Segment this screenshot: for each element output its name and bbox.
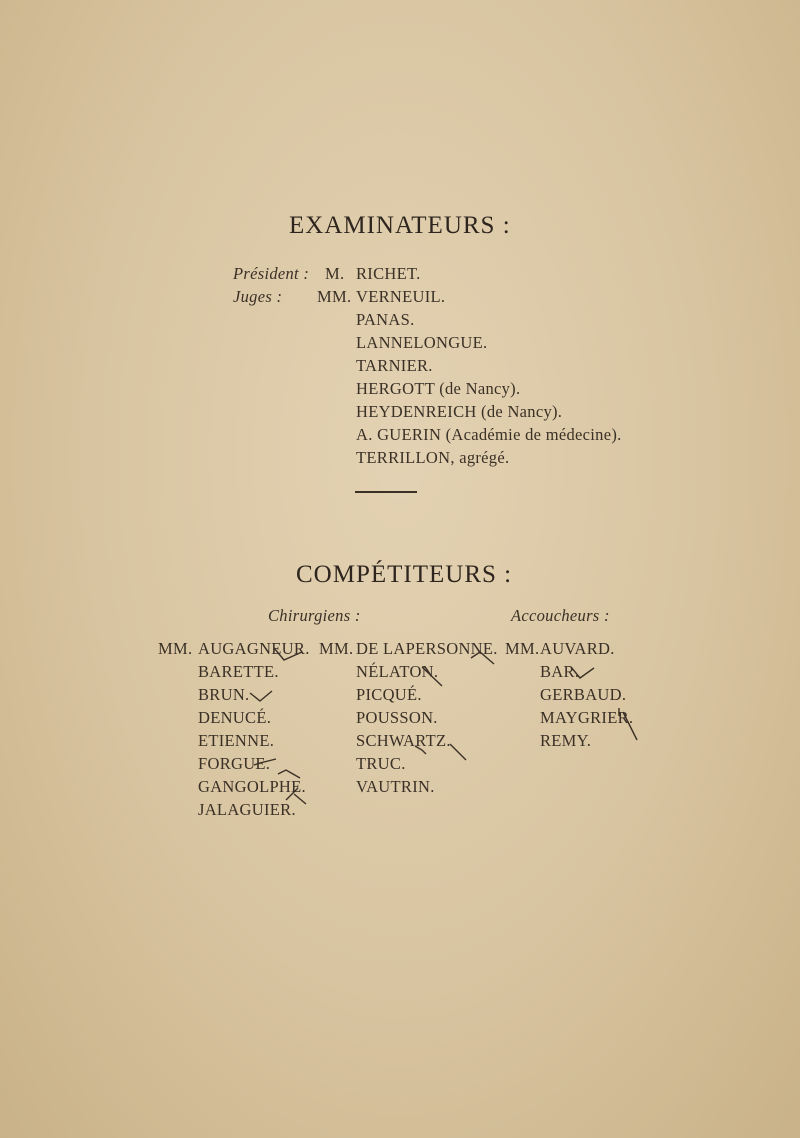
pencil-tick-mark bbox=[284, 784, 310, 808]
candidate-name: ETIENNE. bbox=[198, 731, 275, 750]
president-prefix: M. bbox=[325, 264, 345, 283]
chirurgiens-label: Chirurgiens : bbox=[268, 606, 361, 625]
juge-name: HEYDENREICH (de Nancy). bbox=[356, 402, 563, 421]
candidate-name: FORGUE. bbox=[198, 754, 271, 773]
candidate-name: DE LAPERSONNE. bbox=[356, 639, 498, 658]
candidate-name: NÉLATON. bbox=[356, 662, 439, 681]
pencil-tick-mark bbox=[568, 662, 600, 682]
juge-name: TARNIER. bbox=[356, 356, 433, 375]
president-name: RICHET. bbox=[356, 264, 421, 283]
candidate-name: VAUTRIN. bbox=[356, 777, 435, 796]
candidate-name: AUGAGNEUR. bbox=[198, 639, 310, 658]
candidate-name: JALAGUIER. bbox=[198, 800, 296, 819]
chir-col2-prefix: MM. bbox=[319, 639, 354, 658]
accoucheurs-label: Accoucheurs : bbox=[511, 606, 610, 625]
juge-name: LANNELONGUE. bbox=[356, 333, 488, 352]
president-label: Président : bbox=[233, 264, 310, 283]
chir-col1-prefix: MM. bbox=[158, 639, 193, 658]
section-divider bbox=[355, 491, 417, 493]
juge-name: A. GUERIN (Académie de médecine). bbox=[356, 425, 622, 444]
pencil-tick-mark bbox=[270, 644, 310, 664]
pencil-tick-mark bbox=[248, 687, 278, 705]
pencil-tick-mark bbox=[412, 740, 472, 764]
candidate-name: BAR. bbox=[540, 662, 580, 681]
candidate-name: POUSSON. bbox=[356, 708, 438, 727]
pencil-tick-mark bbox=[276, 758, 306, 780]
juge-name: TERRILLON, agrégé. bbox=[356, 448, 510, 467]
candidate-name: MAYGRIER. bbox=[540, 708, 634, 727]
candidate-name: TRUC. bbox=[356, 754, 406, 773]
pencil-tick-mark bbox=[613, 704, 641, 744]
juge-name: VERNEUIL. bbox=[356, 287, 446, 306]
candidate-name: SCHWARTZ. bbox=[356, 731, 451, 750]
candidate-name: PICQUÉ. bbox=[356, 685, 422, 704]
candidate-name: REMY. bbox=[540, 731, 592, 750]
juge-name: HERGOTT (de Nancy). bbox=[356, 379, 521, 398]
juges-prefix: MM. bbox=[317, 287, 352, 306]
competiteurs-heading: COMPÉTITEURS : bbox=[296, 561, 513, 588]
examinateurs-heading: EXAMINATEURS : bbox=[289, 212, 511, 239]
candidate-name: BRUN. bbox=[198, 685, 250, 704]
accoucheurs-prefix: MM. bbox=[505, 639, 540, 658]
candidate-name: BARETTE. bbox=[198, 662, 279, 681]
candidate-name: GANGOLPHE. bbox=[198, 777, 306, 796]
pencil-tick-mark bbox=[468, 648, 504, 668]
juges-label: Juges : bbox=[233, 287, 283, 306]
candidate-name: DENUCÉ. bbox=[198, 708, 272, 727]
juge-name: PANAS. bbox=[356, 310, 415, 329]
candidate-name: GERBAUD. bbox=[540, 685, 627, 704]
candidate-name: AUVARD. bbox=[540, 639, 615, 658]
pencil-tick-mark bbox=[418, 664, 448, 690]
